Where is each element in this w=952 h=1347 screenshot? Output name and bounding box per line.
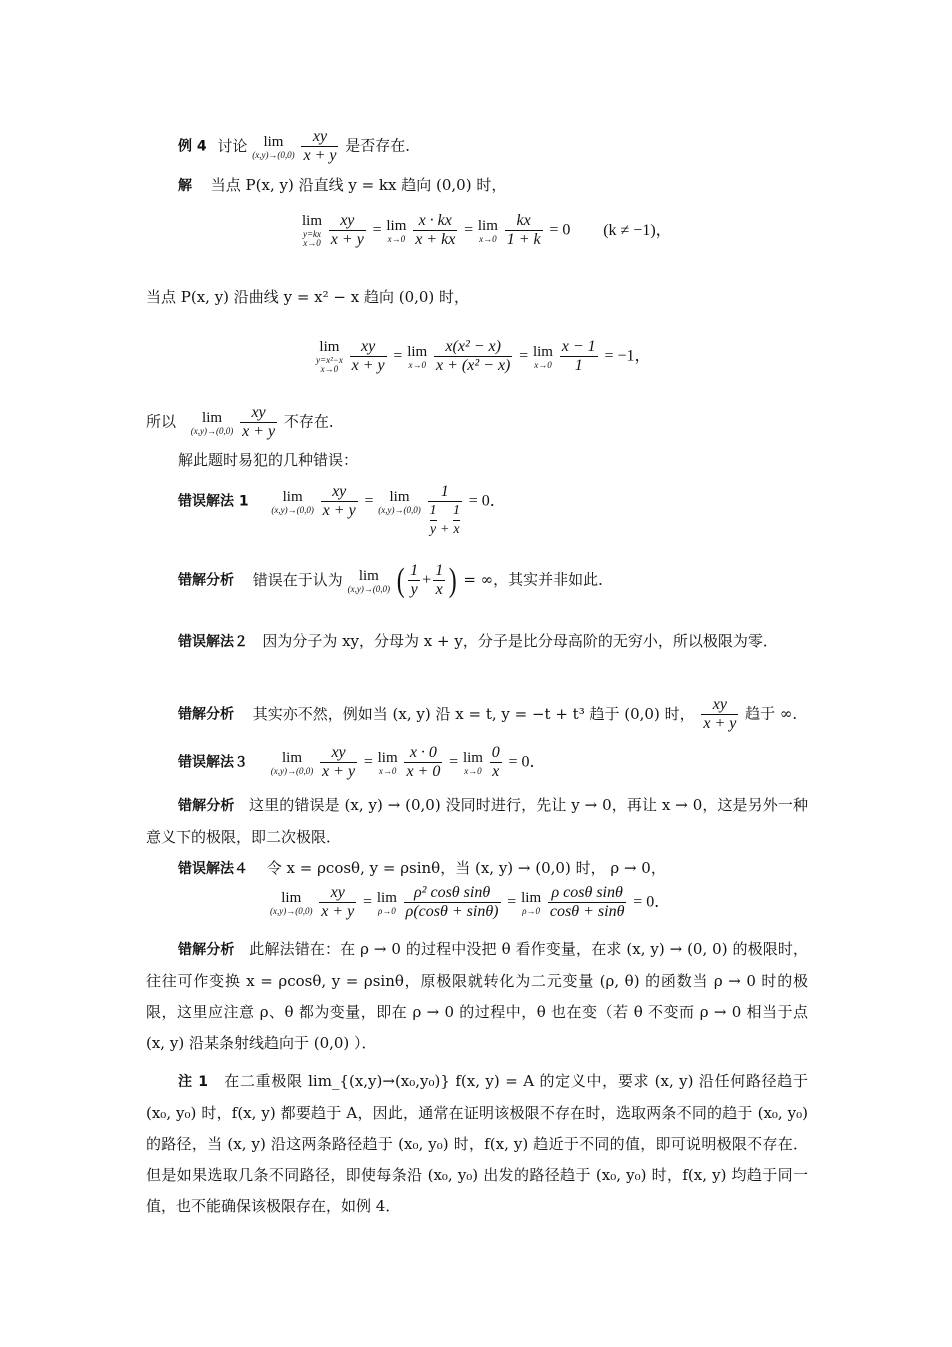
error-analysis-4: 错解分析 此解法错在：在 ρ → 0 的过程中没把 θ 看作变量，在求 (x, y) → (0, 0) 的极限时，往往可作变换 x = ρcosθ, y = ρsinθ，原极限就转化为二元变量 (ρ, θ) 的函数当 ρ → 0 时的极限，这里应注意 ρ、θ 都为变量，即在 ρ → 0 的过程中，θ 也在变（若 θ 不变而 ρ → 0 相当于点 (x, y) 沿某条射线趋向于 (0,0) ）． — [146, 940, 809, 1052]
example-label: 例 4 — [178, 138, 207, 155]
fraction-xy-over-x-plus-y: $\frac{xy}{x + y}$ — [303, 128, 337, 164]
equation-4: lim (x,y)→(0,0) $\frac{xy}{x + y}$ = lim ρ→0 $\frac{\text{ρ² cosθ sinθ}}{\rho(\cos\theta + \sin\theta)}$ = lim ρ→0 $\frac{\text{ρ cosθ sinθ}}{\cos\theta + \sin\theta}$ = 0． — [270, 884, 671, 920]
error-method-2: 错误解法２ 因为分子为 xy，分母为 x + y，分子是比分母高阶的无穷小，所以极限为零． — [178, 632, 778, 650]
example-lead: 讨论 — [217, 136, 248, 155]
error-analysis-2: 错解分析 其实亦不然，例如当 (x, y) 沿 x = t, y = −t + t³ 趋于 (0,0) 时， $\frac{xy}{x + y}$ 趋于 ∞． — [178, 696, 808, 732]
error-analysis-3: 错解分析 这里的错误是 (x, y) → (0,0) 没同时进行，先让 y → 0，再让 x → 0，这是另外一种意义下的极限，即二次极限． — [146, 796, 808, 846]
equation-1: lim y=kx x→0 $\frac{xy}{x + y}$ = lim x→0 $\frac{x \cdot kx}{x + kx}$ = lim x→0 $\frac{kx}{1 + k}$ = 0 (k ≠ −1)， — [302, 212, 672, 248]
note-1: 注 1 在二重极限 lim_{(x,y)→(x₀,y₀)} f(x, y) = A 的定义中，要求 (x, y) 沿任何路径趋于 (x₀, y₀) 时，f(x, y) 都要趋于 A，因此，通常在证明该极限不存在时，选取两条不同的趋于 (x₀, y₀) 的路径，当 (x, y) 沿这两条路径趋于 (x₀, y₀) 时，f(x, y) 趋近于不同的值，即可说明极限不存在．但是如果选取几条不同路径，即使每条沿 (x₀, y₀) 出发的路径趋于 (x₀, y₀) 时，f(x, y) 均趋于同一值，也不能确保该极限存在，如例 4． — [146, 1072, 808, 1215]
example-heading — [178, 128, 420, 165]
error-method-3: 错误解法３ lim (x,y)→(0,0) $\frac{xy}{x + y}$ = lim x→0 $\frac{x \cdot 0}{x + 0}$ = lim x→0 $\frac{0}{x}$ = 0． — [178, 744, 546, 780]
error-method-4: 错误解法４ 令 x = ρcosθ, y = ρsinθ，当 (x, y) → (0,0) 时， ρ → 0， — [178, 859, 666, 877]
solution-line-1 — [178, 178, 506, 193]
solution-label: 解 — [178, 178, 192, 194]
equation-1-condition: (k ≠ −1)， — [603, 221, 672, 239]
error-method-1: 错误解法 1 lim (x,y)→(0,0) $\frac{xy}{x + y}$ = lim (x,y)→(0,0) 1 1 y + 1 x = 0． — [178, 483, 506, 537]
errors-intro: 解此题时易犯的几种错误： — [178, 451, 359, 469]
solution-text-1: 当点 P(x, y) 沿直线 y = kx 趋向 (0,0) 时， — [210, 176, 507, 194]
limit-expression: lim (x,y)→(0,0) — [252, 133, 295, 160]
equation-2: lim y=x²−x x→0 $\frac{xy}{x + y}$ = lim x→0 $\frac{\text{x(x² − x)}}{\text{x + (x² − x)}}$ = lim x→0 $\frac{x - 1}{1}$ = −1， — [316, 338, 651, 374]
solution-line-2 — [146, 290, 469, 305]
error-analysis-1: 错解分析 错误在于认为 lim (x,y)→(0,0) ( $\frac{1}{y}$ + $\frac{1}{x}$ ) = ∞，其实并非如此． — [178, 561, 614, 599]
conclusion-line: 所以 lim (x,y)→(0,0) $\frac{xy}{x + y}$ 不存在． — [146, 404, 344, 440]
solution-text-2: 当点 P(x, y) 沿曲线 y = x² − x 趋向 (0,0) 时， — [146, 288, 470, 306]
example-tail: 是否存在． — [345, 136, 421, 155]
